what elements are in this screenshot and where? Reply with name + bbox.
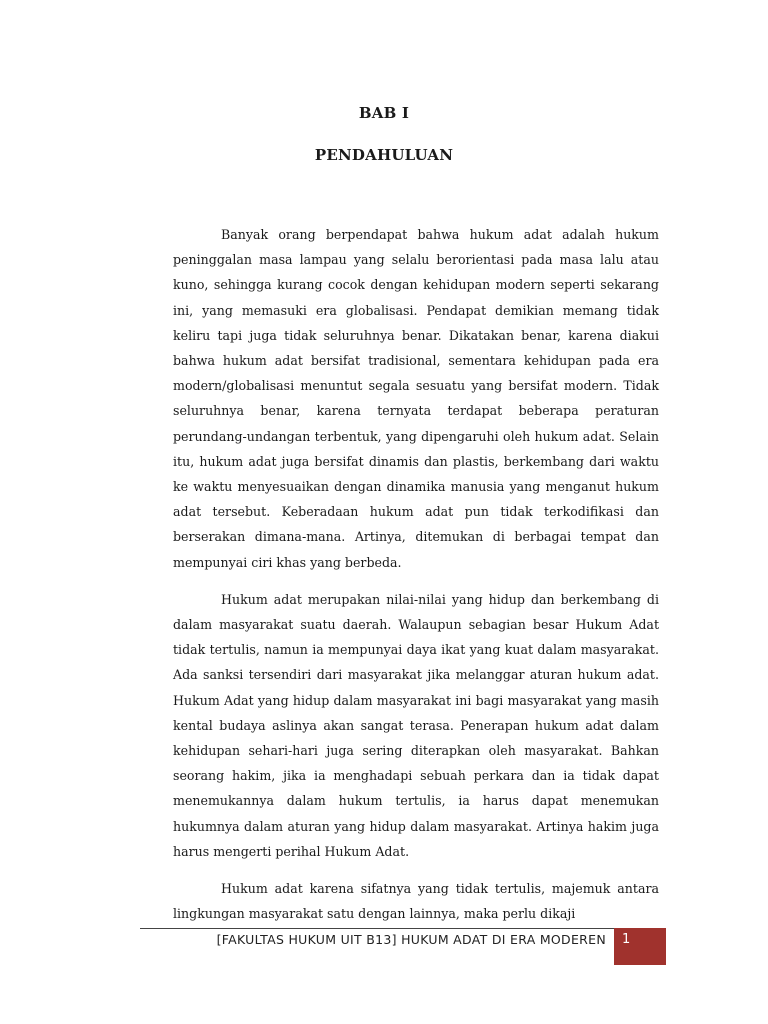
body-text: [173, 222, 659, 938]
footer-divider: [140, 928, 614, 929]
chapter-number: BAB I: [358, 104, 410, 122]
paragraph-2: Hukum adat merupakan nilai-nilai yang hidup dan berkembang di dalam masyarakat suatu daerah. Walaupun sebagian besar Hukum Adat tidak tertulis, namun ia mempunyai daya ikat yang kuat dalam masyarakat. Ada sanksi tersendiri dari masyarakat jika melanggar aturan hukum adat. Hukum Adat yang hidup dalam masyarakat ini bagi masyarakat yang masih kental budaya aslinya akan sangat terasa. Penerapan hukum adat dalam kehidupan sehari-hari juga sering diterapkan oleh masyarakat. Bahkan seorang hakim, jika ia menghadapi sebuah perkara dan ia tidak dapat menemukannya dalam hukum tertulis, ia harus dapat menemukan hukumnya dalam aturan yang hidup dalam masyarakat. Artinya hakim juga harus mengerti perihal Hukum Adat.: [173, 591, 659, 859]
page-number-box: [614, 928, 666, 965]
chapter-title: PENDAHULUAN: [314, 146, 454, 164]
paragraph-3: Hukum adat karena sifatnya yang tidak tertulis, majemuk antara lingkungan masyarakat satu dengan lainnya, maka perlu dikaji: [173, 881, 659, 922]
footer-text: [FAKULTAS HUKUM UIT B13] HUKUM ADAT DI ERA MODEREN: [216, 932, 606, 947]
page-number: 1: [622, 932, 631, 947]
paragraph-1: Banyak orang berpendapat bahwa hukum adat adalah hukum peninggalan masa lampau yang selalu berorientasi pada masa lalu atau kuno, sehingga kurang cocok dengan kehidupan modern seperti sekarang ini, yang memasuki era globalisasi. Pendapat demikian memang tidak keliru tapi juga tidak seluruhnya benar. Dikatakan benar, karena diakui bahwa hukum adat bersifat tradisional, sementara kehidupan pada era modern/globalisasi menuntut segala sesuatu yang bersifat modern. Tidak seluruhnya benar, karena ternyata terdapat beberapa peraturan perundang-undangan terbentuk, yang dipengaruhi oleh hukum adat. Selain itu, hukum adat juga bersifat dinamis dan plastis, berkembang dari waktu ke waktu menyesuaikan dengan dinamika manusia yang menganut hukum adat tersebut. Keberadaan hukum adat pun tidak terkodifikasi dan berserakan dimana-mana. Artinya, ditemukan di berbagai tempat dan mempunyai ciri khas yang berbeda.: [173, 227, 659, 570]
